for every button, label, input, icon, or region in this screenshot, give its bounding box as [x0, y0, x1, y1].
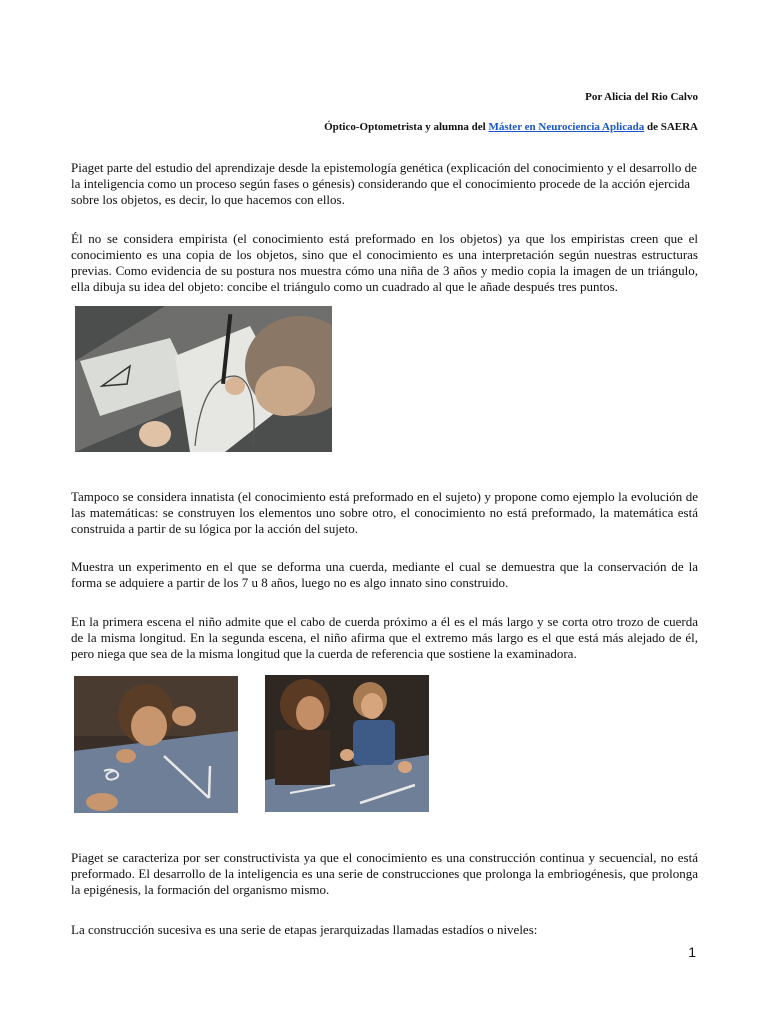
photo-scene-one [74, 676, 238, 813]
author-role-line [324, 121, 698, 133]
photo-child-drawing-triangle [75, 306, 332, 452]
paragraph-stages: La construcción sucesiva es una serie de etapas jerarquizadas llamadas estadíos o niveles: [71, 922, 538, 937]
author-name: Por Alicia del Rio Calvo [585, 91, 698, 103]
page-number: 1 [688, 944, 696, 960]
author-line [585, 91, 698, 103]
role-suffix: de SAERA [644, 121, 698, 133]
master-link[interactable]: Máster en Neurociencia Aplicada [488, 121, 645, 133]
paragraph-constructivism: Piaget se caracteriza por ser constructivista ya que el conocimiento es una construcción continua y secuencial, no está preformado. El desarrollo de la inteligencia es una serie de construcciones que prolonga la embriogénesis, que prolonga la epigénesis, la formación del organismo mismo. [71, 850, 698, 897]
photo-scene-two [265, 675, 429, 812]
paragraph-innatism: Tampoco se considera innatista (el conocimiento está preformado en el sujeto) y propone como ejemplo la evolución de las matemáticas: se construyen los elementos uno sobre otro, el conocimiento no está preformado, la matemática está construida a partir de su lógica por la acción del sujeto. [71, 489, 698, 536]
paragraph-epistemology: Piaget parte del estudio del aprendizaje desde la epistemología genética (explicación del conocimiento y el desarrollo de la inteligencia como un proceso según fases o génesis) considerando que el conocimiento procede de la acción ejercida sobre los objetos, es decir, lo que hacemos con ellos. [71, 160, 697, 207]
role-prefix: Óptico-Optometrista y alumna del [324, 121, 489, 133]
paragraph-scenes: En la primera escena el niño admite que el cabo de cuerda próximo a él es el más largo y se corta otro trozo de cuerda de la misma longitud. En la segunda escena, el niño afirma que el extremo más largo es el que está más alejado de él, pero niega que sea de la misma longitud que la cuerda de referencia que sostiene la examinadora. [71, 614, 698, 661]
paragraph-string-experiment: Muestra un experimento en el que se deforma una cuerda, mediante el cual se demuestra que la conservación de la forma se adquiere a partir de los 7 u 8 años, luego no es algo innato sino construido. [71, 559, 698, 590]
paragraph-empiricism: Él no se considera empirista (el conocimiento está preformado en los objetos) ya que los empiristas creen que el conocimiento es una copia de los objetos, sino que el conocimiento es una interpretación según nuestras estructuras previas. Como evidencia de su postura nos muestra cómo una niña de 3 años y medio copia la imagen de un triángulo, ella dibuja su idea del objeto: concibe el triángulo como un cuadrado al que le añade después tres puntos. [71, 231, 698, 294]
